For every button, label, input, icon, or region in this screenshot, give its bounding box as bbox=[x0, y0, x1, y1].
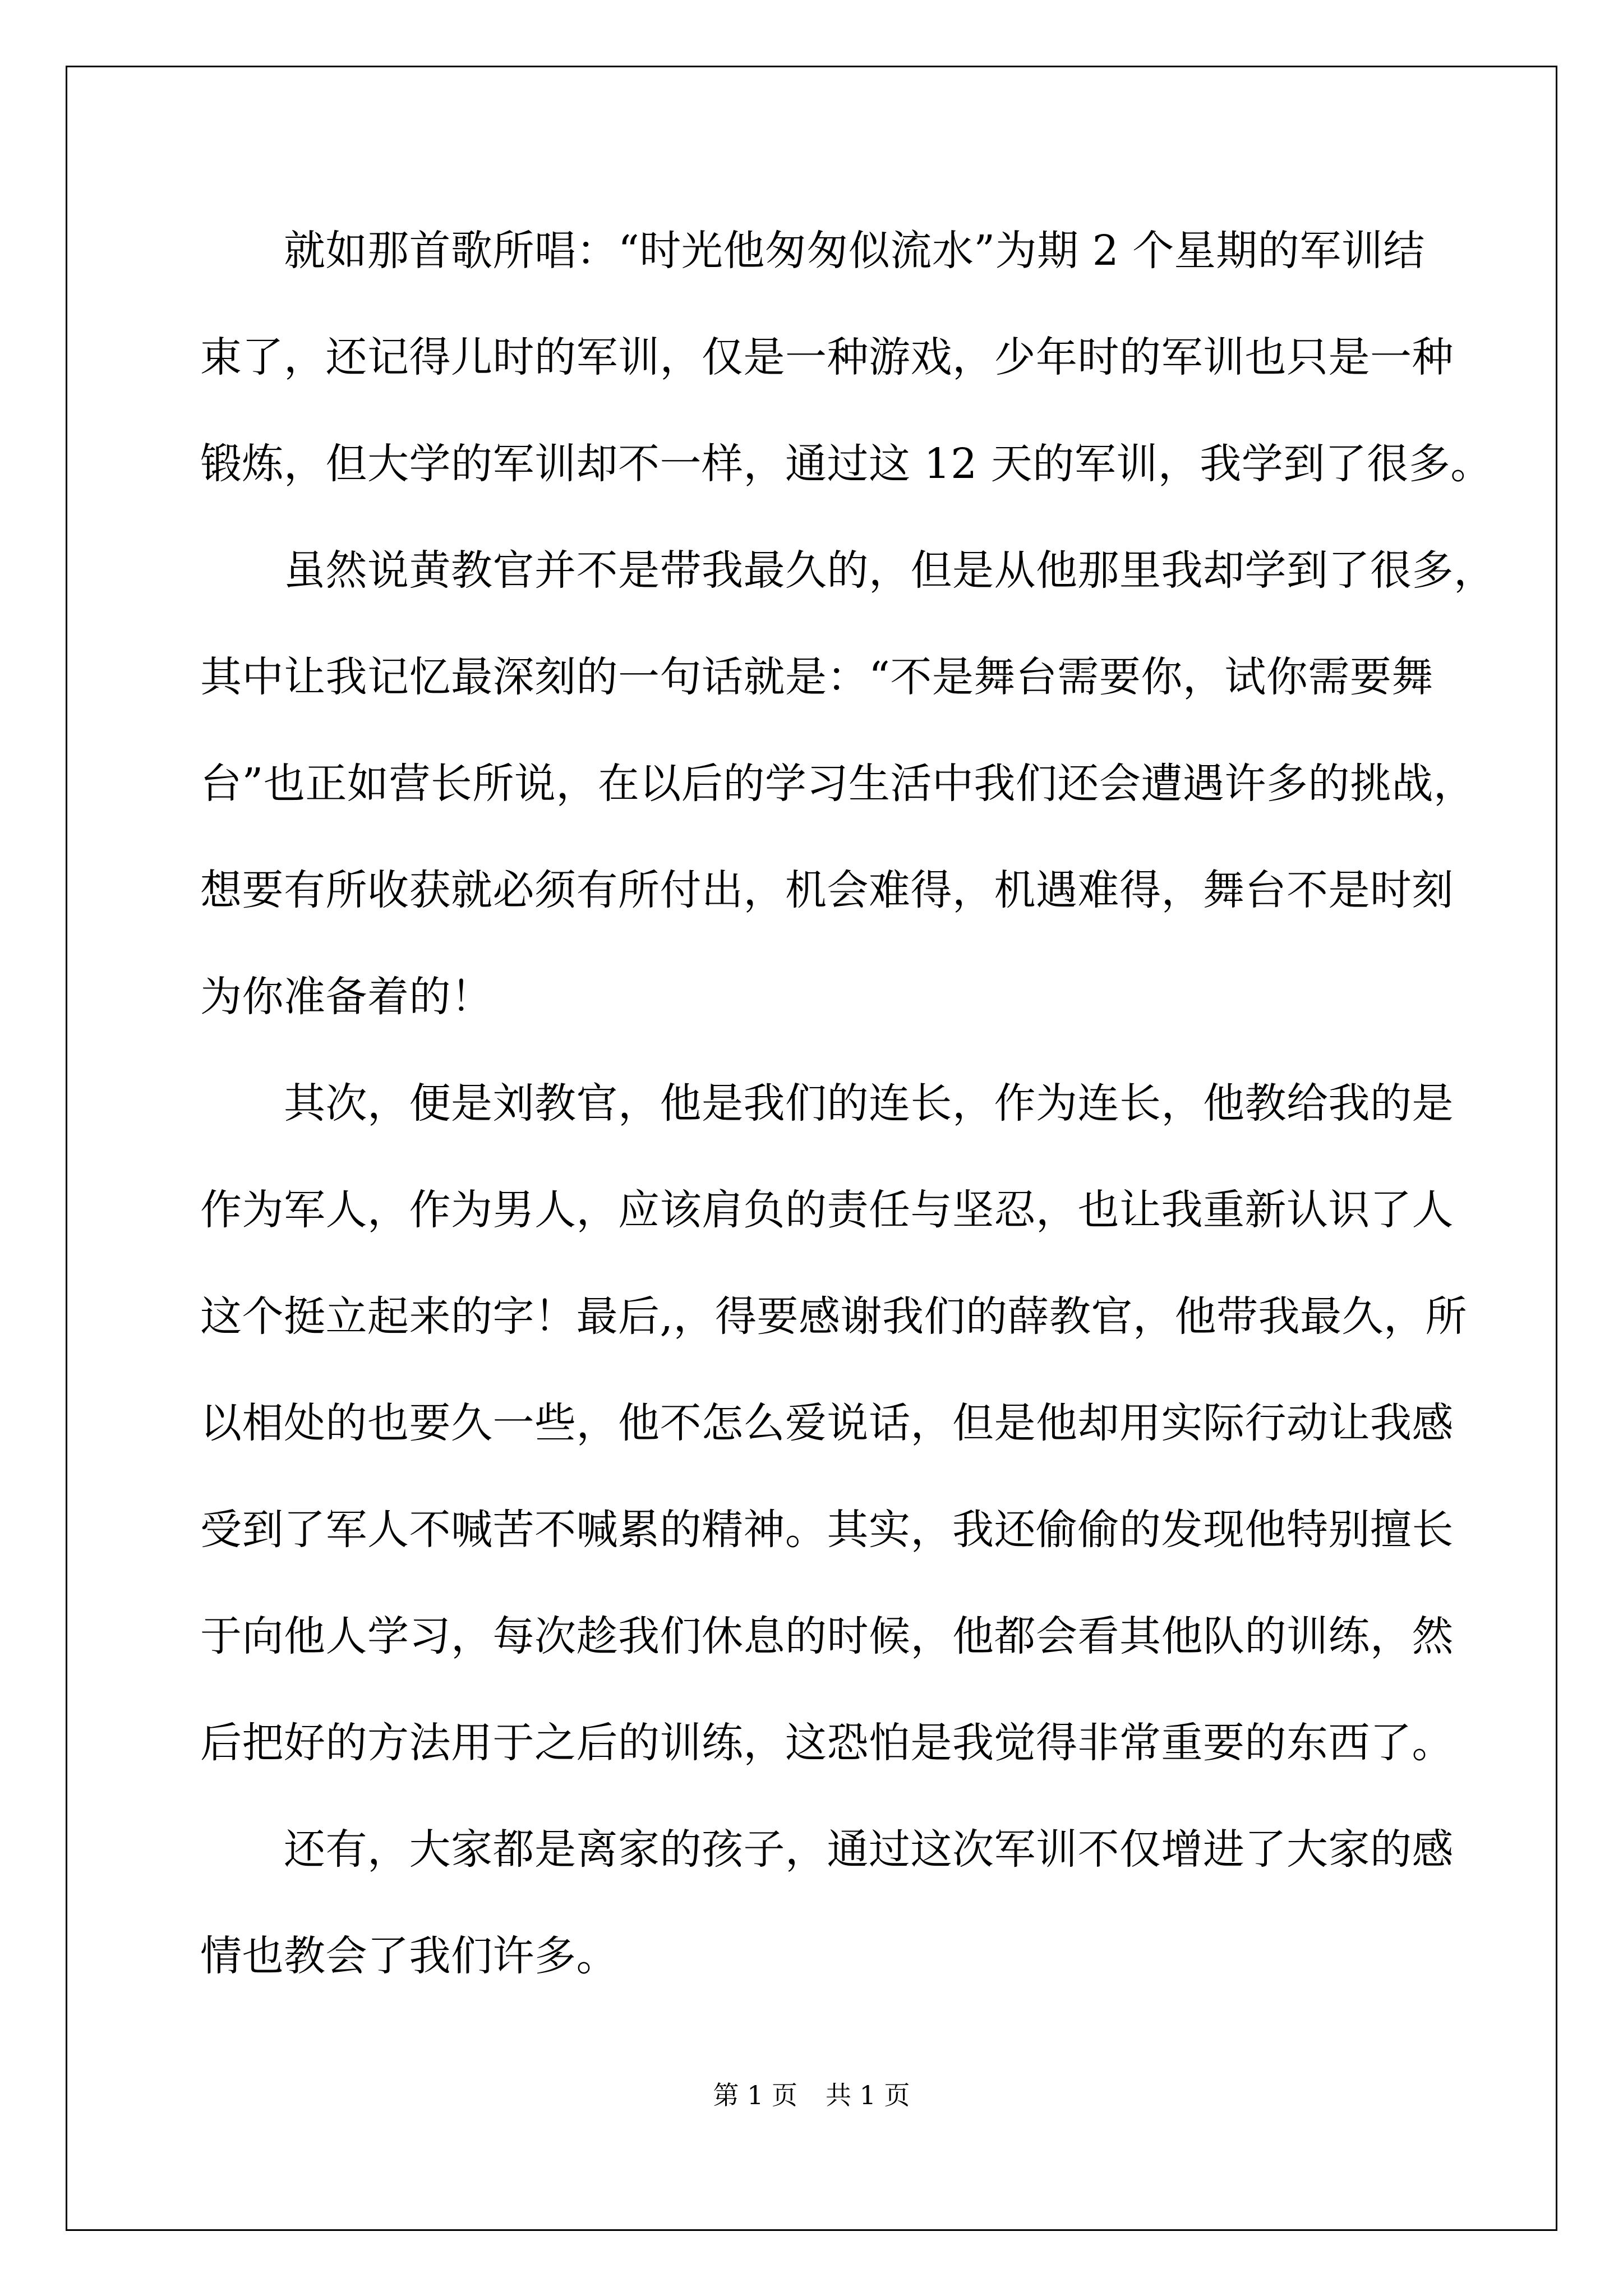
paragraph-2-line-2: 其中让我记忆最深刻的一句话就是：“不是舞台需要你，试你需要舞 bbox=[200, 653, 1433, 701]
paragraph-2-line-5: 为你准备着的！ bbox=[200, 973, 493, 1021]
paragraph-4-line-2: 情也教会了我们许多。 bbox=[200, 1932, 618, 1980]
paragraph-2-line-4: 想要有所收获就必须有所付出，机会难得，机遇难得，舞台不是时刻 bbox=[200, 866, 1454, 914]
paragraph-2-line-3: 台”也正如营长所说，在以后的学习生活中我们还会遭遇许多的挑战， bbox=[200, 760, 1476, 808]
page-footer bbox=[0, 2073, 1623, 2118]
paragraph-2-line-1: 虽然说黄教官并不是带我最久的，但是从他那里我却学到了很多， bbox=[200, 546, 1496, 595]
paragraph-3-line-1: 其次，便是刘教官，他是我们的连长，作为连长，他教给我的是 bbox=[200, 1079, 1454, 1128]
paragraph-1-line-1: 就如那首歌所唱：“时光他匆匆似流水”为期 2 个星期的军训结 bbox=[200, 227, 1425, 275]
paragraph-3-line-3: 这个挺立起来的字！最后,，得要感谢我们的薛教官，他带我最久，所 bbox=[200, 1292, 1468, 1341]
paragraph-3-line-7: 后把好的方法用于之后的训练，这恐怕是我觉得非常重要的东西了。 bbox=[200, 1719, 1454, 1767]
paragraph-3-line-2: 作为军人，作为男人，应该肩负的责任与坚忍，也让我重新认识了人 bbox=[200, 1186, 1454, 1234]
paragraph-3-line-5: 受到了军人不喊苦不喊累的精神。其实，我还偷偷的发现他特别擅长 bbox=[200, 1506, 1454, 1554]
paragraph-3-line-4: 以相处的也要久一些，他不怎么爱说话，但是他却用实际行动让我感 bbox=[200, 1399, 1454, 1447]
page-number-total: 共 1 页 bbox=[826, 2080, 910, 2110]
page-number-current: 第 1 页 bbox=[713, 2080, 797, 2110]
paragraph-1-line-3: 锻炼，但大学的军训却不一样，通过这 12 天的军训，我学到了很多。 bbox=[200, 440, 1492, 488]
paragraph-4-line-1: 还有，大家都是离家的孩子，通过这次军训不仅增进了大家的感 bbox=[200, 1825, 1454, 1874]
paragraph-3-line-6: 于向他人学习，每次趁我们休息的时候，他都会看其他队的训练，然 bbox=[200, 1612, 1454, 1660]
paragraph-1-line-2: 束了，还记得儿时的军训，仅是一种游戏，少年时的军训也只是一种 bbox=[200, 333, 1454, 381]
